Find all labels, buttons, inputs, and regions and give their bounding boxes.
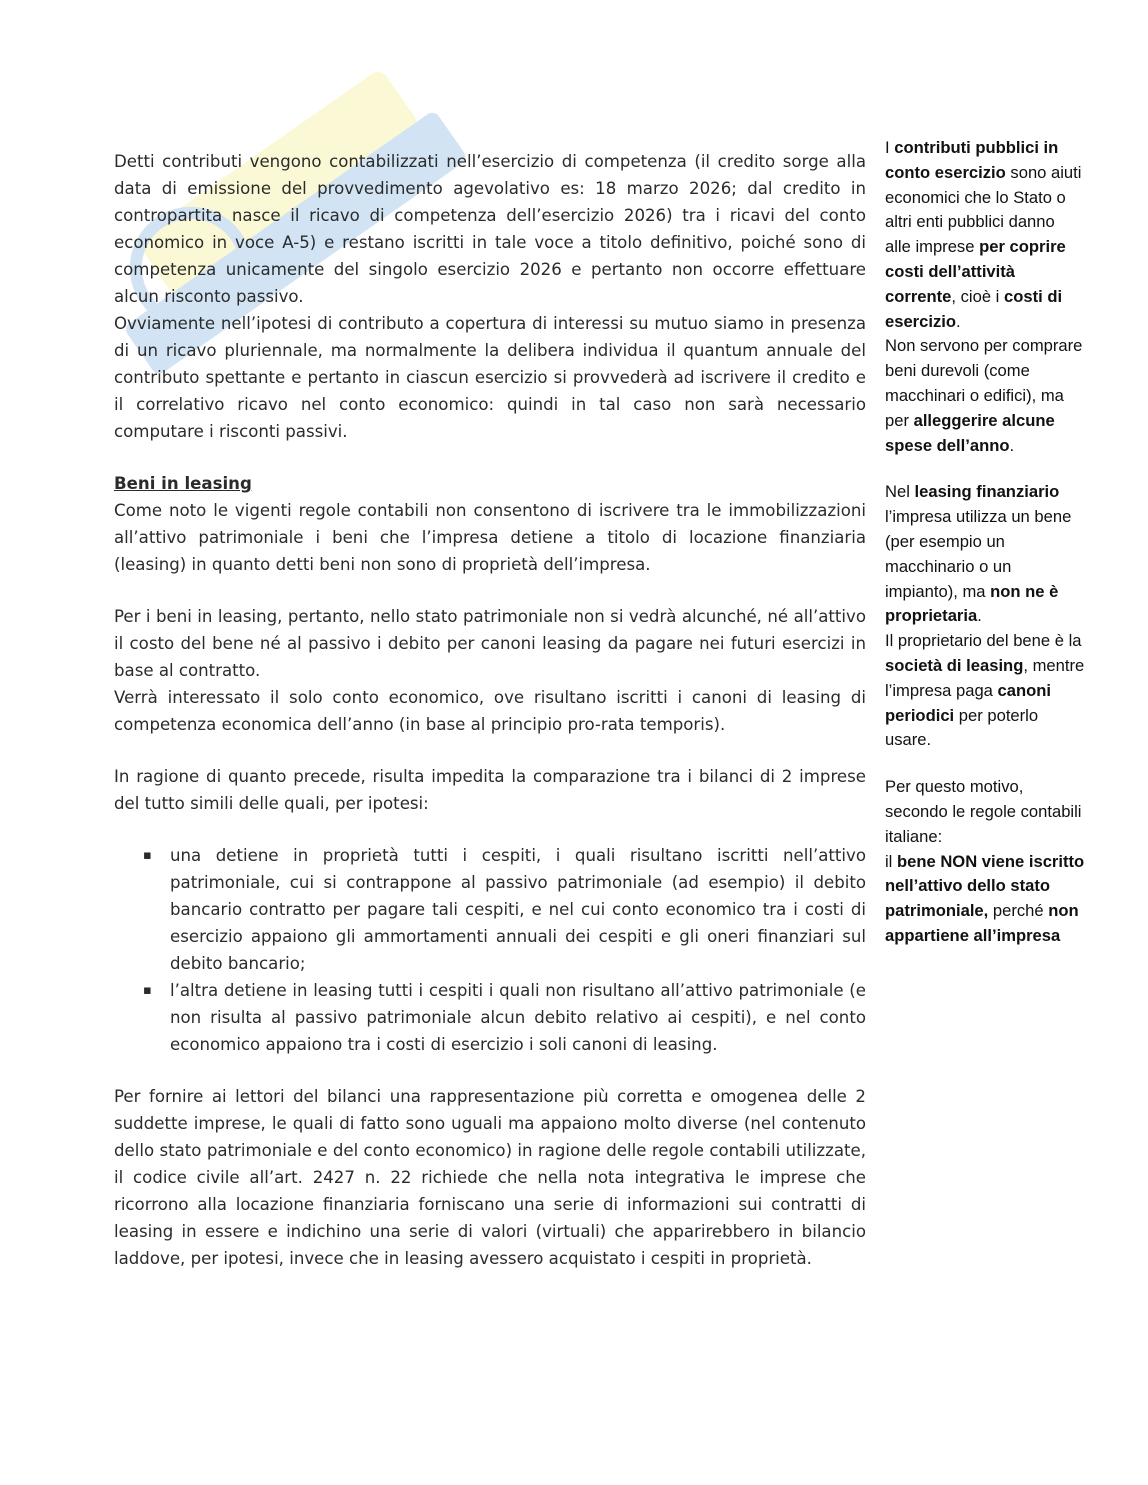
side-note-regole: [885, 775, 1085, 849]
list-item-text: l’altra detiene in leasing tutti i cespiti i quali non risultano all’attivo patrimoniale (e non risulta al passivo patrimoniale alcun debito relativo ai cespiti), e nel conto economico appaiono tra i costi di esercizio i soli canoni di leasing.: [170, 981, 866, 1054]
list-item-text: una detiene in proprietà tutti i cespiti, i quali risultano iscritti nell’attivo patrimoniale, cui si contrappone al passivo patrimoniale (ad esempio) il debito bancario contratto per pagare tali cespiti, e nel cui conto economico tra i costi di esercizio appaiono gli ammortamenti annuali dei cespiti e gli oneri finanziari sul debito bancario;: [170, 846, 866, 973]
side-note-leasing-finanziario: [885, 480, 1085, 629]
text-segment: .: [956, 311, 961, 331]
bold-text: costi di esercizio: [885, 286, 1063, 331]
bullet-list: [114, 842, 866, 1058]
text-segment: per poterlo usare.: [885, 705, 1039, 750]
bold-text: bene NON viene iscritto nell’attivo dello stato patrimoniale,: [885, 851, 1085, 921]
section-heading: Beni in leasing: [114, 474, 252, 493]
text-segment: il: [885, 851, 897, 871]
list-item: [143, 977, 866, 1058]
bold-text: non ne è proprietaria: [885, 581, 1059, 626]
bold-text: canoni periodici: [885, 680, 1052, 725]
side-note-beni-durevoli: [885, 334, 1085, 458]
text-segment: .: [1009, 435, 1015, 455]
bold-text: contributi pubblici in conto esercizio: [885, 138, 1059, 182]
side-note-proprietario: [885, 629, 1085, 753]
bullet-icon: ▪: [143, 848, 152, 863]
paragraph-leasing-stato-patrimoniale: Per i beni in leasing, pertanto, nello stato patrimoniale non si vedrà alcunché, né all’attivo il costo del bene né al passivo i debito per canoni leasing da pagare nei futuri esercizi in base al contratto.: [114, 607, 866, 680]
bold-text: alleggerire alcune spese dell’anno: [885, 410, 1055, 455]
text-segment: Il proprietario del bene è la: [885, 631, 1082, 651]
text-segment: perché: [988, 901, 1049, 921]
list-item: [143, 842, 866, 977]
text-segment: sono aiuti economici che lo Stato o altri enti pubblici danno alle imprese: [885, 162, 1082, 257]
text-segment: l’impresa utilizza un bene (per esempio un macchinario o un impianto), ma: [885, 507, 1072, 601]
text-segment: Per questo motivo, secondo le regole contabili italiane:: [885, 777, 1082, 846]
side-note-contributi: [885, 136, 1085, 334]
bold-text: non appartiene all’impresa: [885, 901, 1079, 945]
text-segment: I: [885, 138, 895, 157]
side-note-conclusione: [885, 850, 1085, 949]
bold-text: leasing finanziario: [914, 482, 1060, 502]
paragraph-comparazione: In ragione di quanto precede, risulta impedita la comparazione tra i bilanci di 2 imprese del tutto simili delle quali, per ipotesi:: [114, 767, 866, 813]
paragraph-nota-integrativa: Per fornire ai lettori del bilanci una rappresentazione più corretta e omogenea delle 2 suddette imprese, le quali di fatto sono uguali ma appaiono molto diverse (nel contenuto dello stato patrimoniale e del conto economico) in ragione delle regole contabili utilizzate, il codice civile all’art. 2427 n. 22 richiede che nella nota integrativa le imprese che ricorrono alla locazione finanziaria forniscano una serie di informazioni sui contratti di leasing in essere e indichino una serie di valori (virtuali) che apparirebbero in bilancio laddove, per ipotesi, invece che in leasing avessero acquistato i cespiti in proprietà.: [114, 1087, 866, 1268]
main-text-column: [114, 148, 866, 1272]
bullet-icon: ▪: [143, 983, 152, 998]
text-segment: , cioè i: [951, 286, 1004, 306]
text-segment: .: [977, 606, 982, 626]
paragraph-leasing-regole: Come noto le vigenti regole contabili non consentono di iscrivere tra le immobilizzazioni all’attivo patrimoniale i beni che l’impresa detiene a titolo di locazione finanziaria (leasing) in quanto detti beni non sono di proprietà dell’impresa.: [114, 501, 866, 574]
paragraph-leasing-conto-economico: Verrà interessato il solo conto economico, ove risultano iscritti i canoni di leasing di competenza economica dell’anno (in base al principio pro-rata temporis).: [114, 688, 866, 734]
bold-text: per coprire costi dell’attività corrente: [885, 237, 1066, 306]
text-segment: Nel: [885, 482, 915, 502]
bold-text: società di leasing: [885, 655, 1024, 675]
paragraph-contributi-interessi: Ovviamente nell’ipotesi di contributo a copertura di interessi su mutuo siamo in presenza di un ricavo pluriennale, ma normalmente la delibera individua il quantum annuale del contributo spettante e pertanto in ciascun esercizio si provvederà ad iscrivere il credito e il correlativo ricavo nel conto economico: quindi in tal caso non sarà necessario computare i risconti passivi.: [114, 314, 866, 441]
paragraph-contributi-contabilizzazione: Detti contributi vengono contabilizzati nell’esercizio di competenza (il credito sorge alla data di emissione del provvedimento agevolativo es: 18 marzo 2026; dal credito in contropartita nasce il ricavo di competenza dell’esercizio 2026) tra i ricavi del conto economico in voce A-5) e restano iscritti in tale voce a titolo definitivo, poiché sono di competenza unicamente del singolo esercizio 2026 e pertanto non occorre effettuare alcun risconto passivo.: [114, 152, 866, 306]
text-segment: , mentre l’impresa paga: [885, 655, 1085, 700]
side-note-column: [885, 136, 1085, 949]
text-segment: Non servono per comprare beni durevoli (come macchinari o edifici), ma per: [885, 336, 1083, 430]
